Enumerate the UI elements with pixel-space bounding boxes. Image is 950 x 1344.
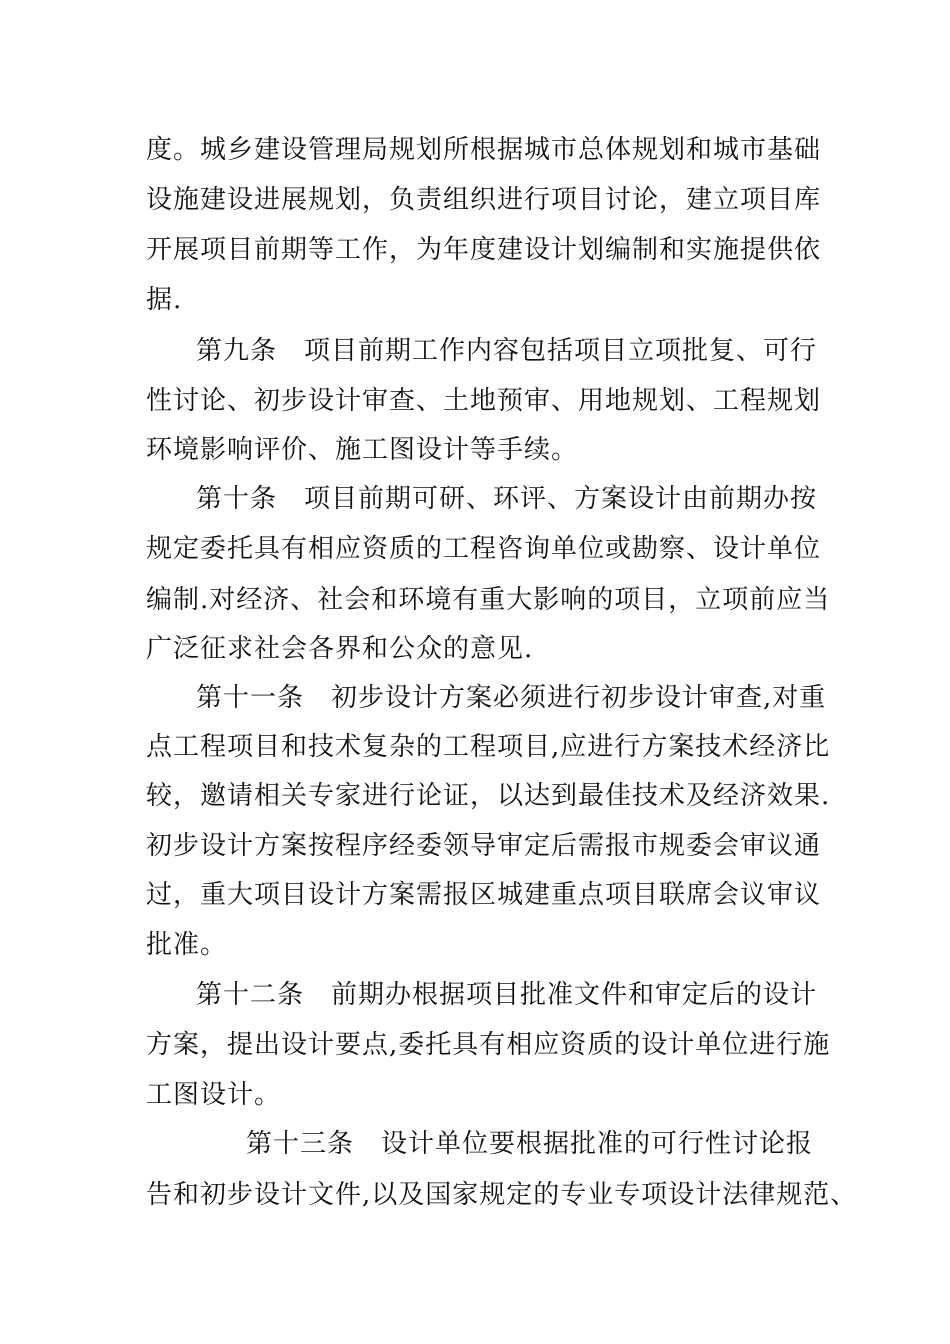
text-line: 据. xyxy=(146,285,183,315)
text-line: 广泛征求社会各界和公众的意见. xyxy=(146,634,534,664)
text-line: 编制.对经济、社会和环境有重大影响的项目，立项前应当 xyxy=(146,585,831,615)
article-11-heading-line: 第十一条 初步设计方案必须进行初步设计审查,对重 xyxy=(196,683,827,713)
text-line: 批准。 xyxy=(146,930,228,960)
text-line: 方案，提出设计要点,委托具有相应资质的设计单位进行施 xyxy=(146,1030,831,1060)
text-line: 设施建设进展规划，负责组织进行项目讨论，建立项目库 xyxy=(146,185,822,215)
article-9-heading-line: 第九条 项目前期工作内容包括项目立项批复、可行 xyxy=(196,336,818,366)
text-line: 开展项目前期等工作，为年度建设计划编制和实施提供依 xyxy=(146,235,822,265)
text-line: 过，重大项目设计方案需报区城建重点项目联席会议审议 xyxy=(146,880,822,910)
text-line: 工图设计。 xyxy=(146,1080,282,1110)
text-line: 较，邀请相关专家进行论证，以达到最佳技术及经济效果. xyxy=(146,781,831,811)
text-line: 规定委托具有相应资质的工程咨询单位或勘察、设计单位 xyxy=(146,534,822,564)
text-line: 告和初步设计文件,以及国家规定的专业专项设计法律规范、 xyxy=(146,1180,858,1210)
text-line: 初步设计方案按程序经委领导审定后需报市规委会审议通 xyxy=(146,831,822,861)
text-line: 环境影响评价、施工图设计等手续。 xyxy=(146,435,579,465)
text-line: 度。城乡建设管理局规划所根据城市总体规划和城市基础 xyxy=(146,135,822,165)
article-13-heading-line: 第十三条 设计单位要根据批准的可行性讨论报 xyxy=(246,1129,814,1159)
article-10-heading-line: 第十条 项目前期可研、环评、方案设计由前期办按 xyxy=(196,484,818,514)
text-line: 点工程项目和技术复杂的工程项目,应进行方案技术经济比 xyxy=(146,732,831,762)
article-12-heading-line: 第十二条 前期办根据项目批准文件和审定后的设计 xyxy=(196,980,818,1010)
text-line: 性讨论、初步设计审查、土地预审、用地规划、工程规划 xyxy=(146,386,822,416)
